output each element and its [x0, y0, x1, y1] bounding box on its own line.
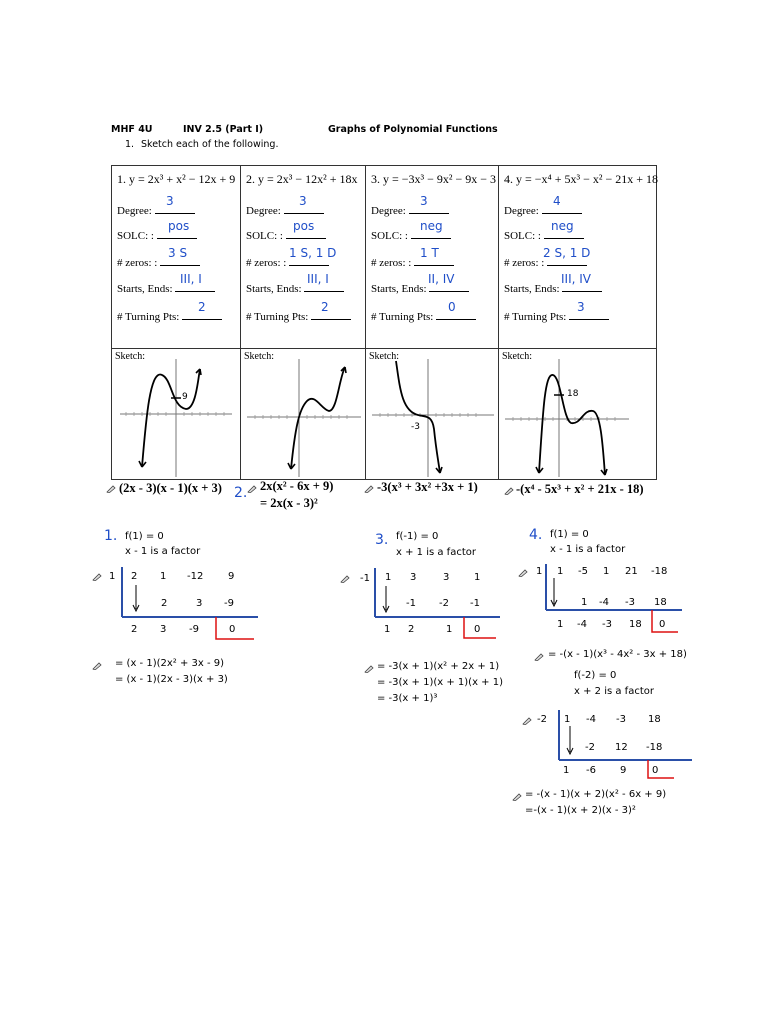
sketch-1 [112, 349, 240, 479]
degree-answer: 3 [166, 194, 174, 208]
w4-r4-c3: -3 [616, 714, 626, 725]
problem-2-info [241, 166, 365, 348]
starts-ends-answer: III, I [180, 272, 202, 286]
w4-r3-c3: -3 [602, 619, 612, 630]
w3-r1-c4: 1 [474, 572, 481, 583]
w1-r1-c3: -12 [187, 571, 204, 582]
course-code: MHF 4U [111, 124, 153, 135]
instruction-number: 1. [125, 139, 135, 150]
w4-r3-c2: -4 [577, 619, 587, 630]
w4-r3-c4: 18 [629, 619, 642, 630]
sketch-2-graph [241, 349, 365, 479]
pencil-icon [340, 574, 350, 583]
turning-answer: 2 [198, 300, 206, 314]
zeros-label: # zeros: : [246, 257, 287, 269]
zeros-answer: 3 S [168, 246, 188, 260]
work-4-number: 4. [529, 527, 543, 543]
solc-answer: pos [168, 219, 190, 233]
pencil-icon [534, 652, 544, 661]
turning-answer: 0 [448, 300, 456, 314]
w4-r1-c1: 1 [557, 566, 564, 577]
sketch-4 [499, 349, 656, 479]
zeros-label: # zeros: : [504, 257, 545, 269]
work-1-result2: = (x - 1)(2x - 3)(x + 3) [115, 674, 228, 685]
work-4-line3: f(-2) = 0 [574, 670, 617, 681]
pencil-icon [247, 484, 257, 493]
w4-r6-c2: -6 [586, 765, 596, 776]
starts-ends-label: Starts, Ends: [117, 283, 173, 295]
w1-r1-c4: 9 [228, 571, 235, 582]
starts-ends-answer: II, IV [428, 272, 455, 286]
zeros-label: # zeros: : [117, 257, 158, 269]
starts-ends-answer: III, I [307, 272, 329, 286]
w4-r2-c3: -4 [599, 597, 609, 608]
pencil-icon [512, 792, 522, 801]
equation: 1. y = 2x³ + x² − 12x + 9 [117, 172, 236, 186]
w4-r3-c1: 1 [557, 619, 564, 630]
solc-answer: neg [551, 219, 574, 233]
turning-label: # Turning Pts: [371, 311, 434, 323]
w4-r5-c2: -2 [585, 742, 595, 753]
page-title: Graphs of Polynomial Functions [328, 124, 498, 135]
w3-r1-c1: 1 [385, 572, 392, 583]
work-4-divisor: 1 [536, 566, 543, 577]
turning-label: # Turning Pts: [504, 311, 567, 323]
investigation-number: INV 2.5 (Part I) [183, 124, 264, 135]
pencil-icon [522, 716, 532, 725]
sketch-4-y-intercept: 18 [567, 389, 579, 399]
starts-ends-label: Starts, Ends: [504, 283, 560, 295]
degree-label: Degree: [117, 205, 152, 217]
equation: 3. y = −3x³ − 9x² − 9x − 3 [371, 172, 497, 186]
problem-4-info [499, 166, 656, 348]
w4-r6-c4: 0 [652, 765, 659, 776]
degree-label: Degree: [246, 205, 281, 217]
sketch-label: Sketch: [115, 351, 145, 362]
work-1-line2: x - 1 is a factor [125, 546, 201, 557]
w4-r6-c3: 9 [620, 765, 627, 776]
degree-answer: 4 [553, 194, 561, 208]
work-4-result3: =-(x - 1)(x + 2)(x - 3)² [525, 805, 636, 816]
w3-r3-c4: 0 [474, 624, 481, 635]
pencil-icon [518, 568, 528, 577]
pencil-icon [106, 484, 116, 493]
w3-r2-c2: -1 [406, 598, 416, 609]
sketch-3-graph [366, 349, 498, 479]
sketch-1-graph [112, 349, 240, 479]
work-1-number: 1. [104, 528, 118, 544]
problem-1-info [112, 166, 240, 348]
w1-r3-c3: -9 [189, 624, 199, 635]
starts-ends-label: Starts, Ends: [371, 283, 427, 295]
equation: 2. y = 2x³ − 12x² + 18x [246, 172, 358, 186]
w3-r2-c3: -2 [439, 598, 449, 609]
turning-label: # Turning Pts: [246, 311, 309, 323]
w1-r3-c4: 0 [229, 624, 236, 635]
work-4-divisor2: -2 [537, 714, 547, 725]
factored-3: -3(x³ + 3x² +3x + 1) [377, 480, 478, 494]
sketch-label: Sketch: [244, 351, 274, 362]
w4-r1-c4: 21 [625, 566, 638, 577]
pencil-icon [364, 664, 374, 673]
w4-r6-c1: 1 [563, 765, 570, 776]
zeros-label: # zeros: : [371, 257, 412, 269]
work-3-result2: = -3(x + 1)(x + 1)(x + 1) [377, 677, 503, 688]
work-4-line1: f(1) = 0 [550, 529, 589, 540]
pencil-icon [504, 486, 514, 495]
work-3-number: 3. [375, 532, 389, 548]
solc-answer: pos [293, 219, 315, 233]
pencil-icon [92, 572, 102, 581]
starts-ends-answer: III, IV [561, 272, 591, 286]
w4-r1-c3: 1 [603, 566, 610, 577]
w4-r3-c5: 0 [659, 619, 666, 630]
work-3-line2: x + 1 is a factor [396, 547, 476, 558]
w4-r1-c2: -5 [578, 566, 588, 577]
sketch-label: Sketch: [369, 351, 399, 362]
w1-r1-c2: 1 [160, 571, 167, 582]
solc-label: SOLC: : [246, 230, 283, 242]
degree-answer: 3 [420, 194, 428, 208]
w4-r4-c2: -4 [586, 714, 596, 725]
work-3-result1: = -3(x + 1)(x² + 2x + 1) [377, 661, 500, 672]
w3-r3-c1: 1 [384, 624, 391, 635]
factored-2-number: 2. [234, 485, 248, 501]
w1-r3-c2: 3 [160, 624, 167, 635]
w4-r4-c4: 18 [648, 714, 661, 725]
turning-label: # Turning Pts: [117, 311, 180, 323]
w3-r3-c3: 1 [446, 624, 453, 635]
w4-r2-c5: 18 [654, 597, 667, 608]
sketch-1-y-intercept: 9 [182, 392, 188, 402]
solc-label: SOLC: : [371, 230, 408, 242]
w1-r1-c1: 2 [131, 571, 138, 582]
w4-r1-c5: -18 [651, 566, 668, 577]
w4-r4-c1: 1 [564, 714, 571, 725]
factored-4: -(x⁴ - 5x³ + x² + 21x - 18) [516, 482, 644, 496]
sketch-4-graph [499, 349, 659, 479]
work-3-line1: f(-1) = 0 [396, 531, 439, 542]
zeros-answer: 1 T [420, 246, 439, 260]
turning-answer: 2 [321, 300, 329, 314]
pencil-icon [92, 661, 102, 670]
sketch-3-y-intercept: -3 [411, 422, 420, 432]
w4-r5-c4: -18 [646, 742, 663, 753]
w1-r2-c3: 3 [196, 598, 203, 609]
w3-r1-c3: 3 [443, 572, 450, 583]
sketch-3 [366, 349, 498, 479]
problem-table [111, 165, 657, 480]
solc-label: SOLC: : [504, 230, 541, 242]
work-3-result3: = -3(x + 1)³ [377, 693, 438, 704]
factored-2-line2: = 2x(x - 3)² [260, 496, 318, 510]
work-4-result2: = -(x - 1)(x + 2)(x² - 6x + 9) [525, 789, 667, 800]
turning-answer: 3 [577, 300, 585, 314]
sketch-label: Sketch: [502, 351, 532, 362]
equation: 4. y = −x⁴ + 5x³ − x² − 21x + 18 [504, 172, 658, 186]
w4-r2-c4: -3 [625, 597, 635, 608]
pencil-icon [364, 484, 374, 493]
w1-r2-c2: 2 [161, 598, 168, 609]
degree-label: Degree: [371, 205, 406, 217]
w3-r3-c2: 2 [408, 624, 415, 635]
factored-1: (2x - 3)(x - 1)(x + 3) [119, 481, 222, 495]
degree-answer: 3 [299, 194, 307, 208]
starts-ends-label: Starts, Ends: [246, 283, 302, 295]
work-4-line4: x + 2 is a factor [574, 686, 654, 697]
solc-label: SOLC: : [117, 230, 154, 242]
synthetic-division-3 [372, 566, 504, 642]
work-1-result1: = (x - 1)(2x² + 3x - 9) [115, 658, 225, 669]
w1-r2-c4: -9 [224, 598, 234, 609]
work-1-divisor: 1 [109, 571, 116, 582]
degree-label: Degree: [504, 205, 539, 217]
zeros-answer: 2 S, 1 D [543, 246, 591, 260]
work-4-result1: = -(x - 1)(x³ - 4x² - 3x + 18) [548, 649, 687, 660]
work-4-line2: x - 1 is a factor [550, 544, 626, 555]
work-1-line1: f(1) = 0 [125, 531, 164, 542]
sketch-2 [241, 349, 365, 479]
factored-2-line1: 2x(x² - 6x + 9) [260, 479, 334, 493]
work-3-divisor: -1 [360, 573, 370, 584]
instruction: Sketch each of the following. [141, 139, 279, 150]
problem-3-info [366, 166, 498, 348]
w3-r2-c4: -1 [470, 598, 480, 609]
solc-answer: neg [420, 219, 443, 233]
w3-r1-c2: 3 [410, 572, 417, 583]
w4-r5-c3: 12 [615, 742, 628, 753]
w4-r2-c2: 1 [581, 597, 588, 608]
zeros-answer: 1 S, 1 D [289, 246, 337, 260]
w1-r3-c1: 2 [131, 624, 138, 635]
